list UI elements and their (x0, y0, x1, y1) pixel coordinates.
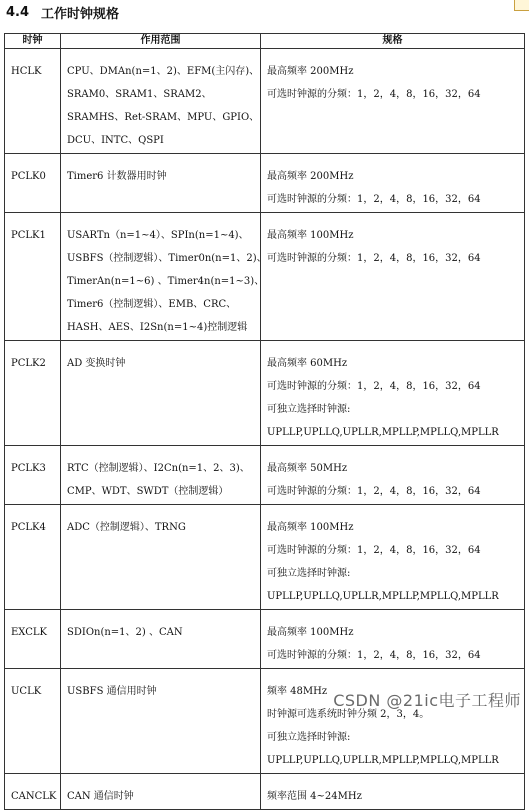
spec-line: 最高频率 100MHz (267, 627, 354, 638)
spec-cell (261, 446, 525, 505)
table-row (5, 446, 525, 505)
spec-cell (261, 154, 525, 213)
section-number: 4.4 (6, 4, 30, 20)
clock-name: PCLK4 (11, 522, 46, 533)
spec-cell (261, 669, 525, 774)
clock-name-cell (5, 213, 61, 341)
spec-line: UPLLP,UPLLQ,UPLLR,MPLLP,MPLLQ,MPLLR (267, 755, 499, 766)
scope-cell (61, 505, 261, 610)
spec-cell (261, 774, 525, 810)
scope-line: CAN 通信时钟 (67, 791, 134, 802)
scope-line: ADC（控制逻辑）、TRNG (67, 522, 186, 533)
clock-name-cell (5, 154, 61, 213)
table-row (5, 505, 525, 610)
section-heading (6, 2, 119, 22)
spec-line: 可选时钟源的分频：1，2，4，8，16，32，64 (267, 545, 481, 556)
table-row (5, 610, 525, 669)
scope-line: HASH、AES、I2Sn(n=1~4)控制逻辑 (67, 322, 248, 333)
scope-line: SRAMHS、Ret-SRAM、MPU、GPIO、 (67, 112, 260, 123)
spec-line: 频率 48MHz (267, 686, 328, 697)
clock-name: PCLK2 (11, 358, 46, 369)
spec-line: 最高频率 50MHz (267, 463, 348, 474)
scope-line: USARTn（n=1~4）、SPIn(n=1~4)、 (67, 230, 249, 241)
spec-line: 可选时钟源的分频：1，2，4，8，16，32，64 (267, 194, 481, 205)
scope-line: AD 变换时钟 (67, 358, 126, 369)
scope-cell (61, 341, 261, 446)
table-row (5, 341, 525, 446)
spec-line: 可独立选择时钟源: (267, 568, 351, 579)
watermark: CSDN @21ic电子工程师 (333, 691, 521, 710)
clock-name: EXCLK (11, 627, 48, 638)
clock-name-cell (5, 669, 61, 774)
table-row (5, 774, 525, 810)
table-row (5, 669, 525, 774)
spec-line: UPLLP,UPLLQ,UPLLR,MPLLP,MPLLQ,MPLLR (267, 591, 499, 602)
scope-line: DCU、INTC、QSPI (67, 135, 164, 146)
scope-cell (61, 446, 261, 505)
spec-line: 频率范围 4~24MHz (267, 791, 362, 802)
spec-line: UPLLP,UPLLQ,UPLLR,MPLLP,MPLLQ,MPLLR (267, 427, 499, 438)
clock-name: CANCLK (11, 791, 57, 802)
clock-name-cell (5, 610, 61, 669)
scope-cell (61, 213, 267, 341)
spec-line: 最高频率 100MHz (267, 230, 354, 241)
spec-line: 可独立选择时钟源: (267, 732, 351, 743)
clock-name: UCLK (11, 686, 42, 697)
scope-line: Timer6 计数器用时钟 (67, 171, 167, 182)
scope-cell (61, 774, 261, 810)
spec-cell (261, 213, 525, 341)
scope-line: CMP、WDT、SWDT（控制逻辑） (67, 486, 229, 497)
scope-cell (61, 49, 261, 154)
table-header-row (5, 34, 525, 49)
clock-name: PCLK1 (11, 230, 46, 241)
clock-name-cell (5, 446, 61, 505)
header-scope: 作用范围 (61, 34, 261, 49)
scope-line: SRAM0、SRAM1、SRAM2、 (67, 89, 212, 100)
clock-name-cell (5, 341, 61, 446)
spec-line: 最高频率 200MHz (267, 171, 354, 182)
spec-line: 可选时钟源的分频：1，2，4，8，16，32，64 (267, 650, 481, 661)
scope-line: CPU、DMAn(n=1、2)、EFM(主闪存)、 (67, 66, 260, 77)
scope-cell (61, 610, 261, 669)
header-clock: 时钟 (5, 34, 61, 49)
spec-line: 时钟源可选系统时钟分频 2，3，4。 (267, 709, 430, 720)
table-row (5, 49, 525, 154)
spec-line: 可选时钟源的分频：1，2，4，8，16，32，64 (267, 89, 481, 100)
spec-cell (261, 505, 525, 610)
scope-line: RTC（控制逻辑）、I2Cn(n=1、2、3)、 (67, 463, 250, 474)
clock-name-cell (5, 49, 61, 154)
page-corner-marker (514, 0, 529, 11)
scope-cell (61, 669, 261, 774)
spec-cell (261, 341, 525, 446)
spec-line: 可选时钟源的分频：1，2，4，8，16，32，64 (267, 486, 481, 497)
scope-cell (61, 154, 261, 213)
clock-name: HCLK (11, 66, 42, 77)
header-spec: 规格 (261, 34, 525, 49)
clock-name: PCLK3 (11, 463, 46, 474)
scope-line: USBFS（控制逻辑）、Timer0n(n=1、2)、 (67, 253, 267, 264)
spec-line: 可选时钟源的分频：1，2，4，8，16，32，64 (267, 253, 481, 264)
clock-name-cell (5, 505, 61, 610)
scope-line: TimerAn(n=1~6) 、Timer4n(n=1~3)、 (67, 276, 265, 287)
scope-line: SDIOn(n=1、2) 、CAN (67, 627, 183, 638)
scope-line: Timer6（控制逻辑）、EMB、CRC、 (67, 299, 237, 310)
table-row (5, 213, 525, 341)
spec-line: 最高频率 200MHz (267, 66, 354, 77)
spec-cell (261, 49, 525, 154)
table-row (5, 154, 525, 213)
scope-line: USBFS 通信用时钟 (67, 686, 157, 697)
spec-line: 可独立选择时钟源: (267, 404, 351, 415)
spec-line: 最高频率 100MHz (267, 522, 354, 533)
spec-line: 可选时钟源的分频：1，2，4，8，16，32，64 (267, 381, 481, 392)
clock-name: PCLK0 (11, 171, 46, 182)
clock-name-cell (5, 774, 61, 810)
spec-cell (261, 610, 525, 669)
section-title: 工作时钟规格 (41, 6, 120, 22)
spec-line: 最高频率 60MHz (267, 358, 348, 369)
